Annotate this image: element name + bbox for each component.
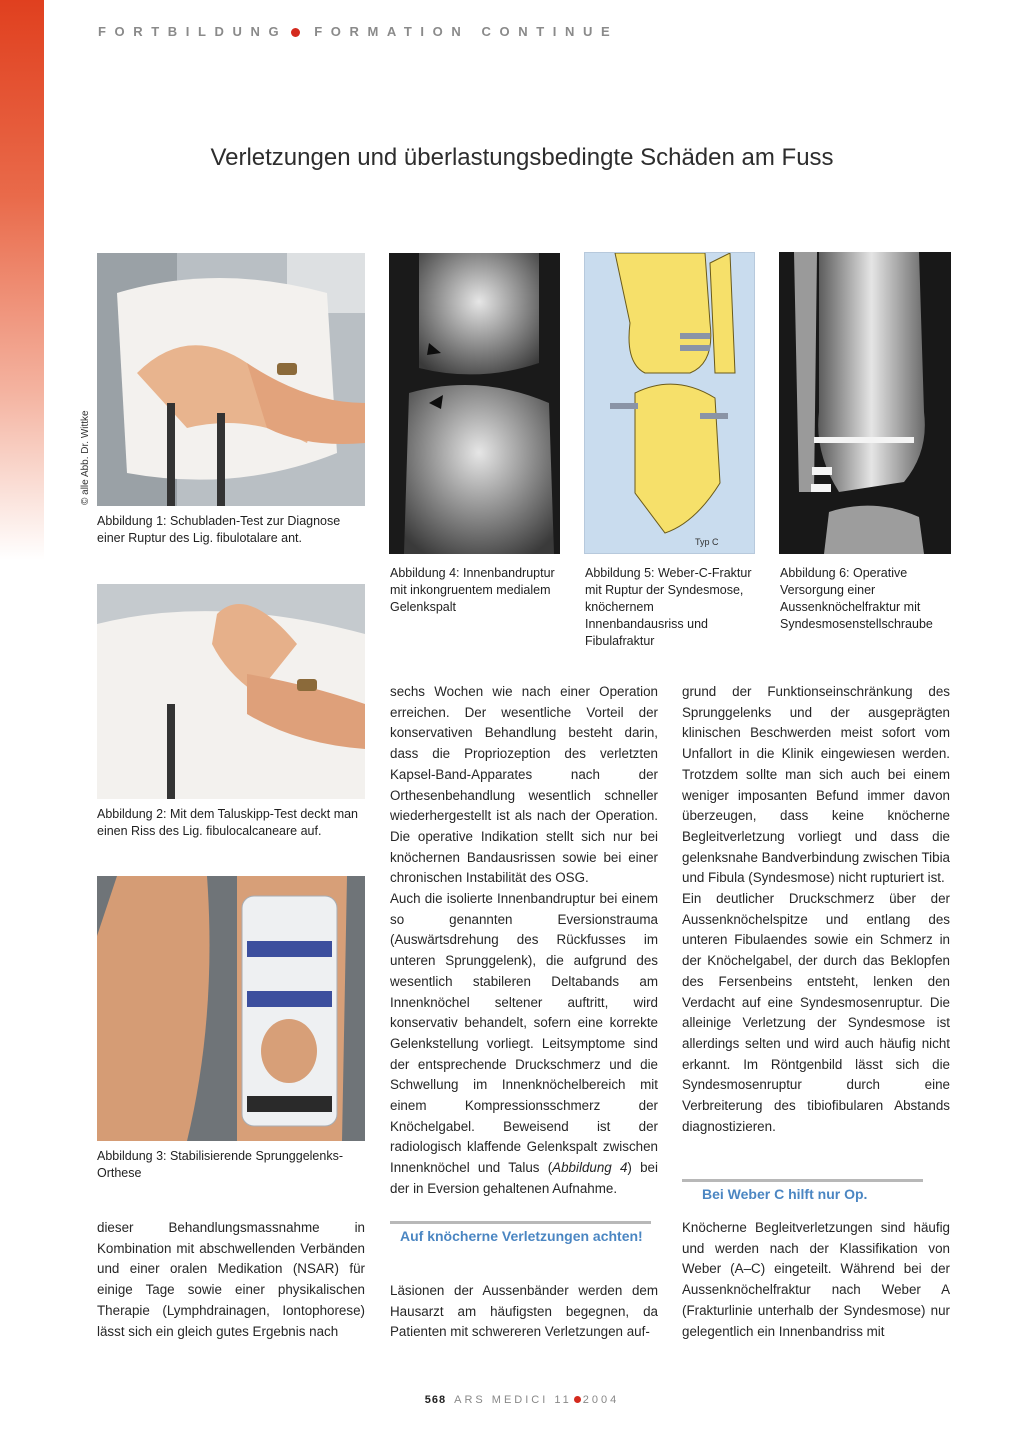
subhead-knocherne-verletzungen: Auf knöcherne Verletzungen achten! [390,1221,651,1244]
photo-credit: © alle Abb. Dr. Wittke [80,410,91,505]
figure-4-reference: Abbildung 4 [552,1160,628,1176]
figure-2-caption: Abbildung 2: Mit dem Taluskipp-Test deckt man einen Riss des Lig. fibulocalcaneare auf. [97,807,359,838]
figure-5-caption: Abbildung 5: Weber-C-Fraktur mit Ruptur der Syndesmose, knöchernem Innenbandausriss und Fibulafraktur [585,566,752,648]
figure-1-photo [97,253,365,506]
page-footer [0,1394,1024,1406]
column-3-para-2: Ein deutlicher Druckschmerz über der Aussenknöchelspitze und entlang des unteren Fibulaendes sowie ein Schmerz in der Knöchelgabel, der durch das Beklopfen des Fersenbeins entsteht, lenken den Verdacht auf eine Syndesmosenruptur. Die alleinige Verletzung der Syndesmose ist allerdings selten und wird auch häufig nicht erkannt. Im Röntgenbild lässt sich die Syndesmosenruptur durch eine Verbreiterung des tibiofibularen Abstands diagnostizieren. [682,891,950,1134]
article-title: Verletzungen und überlastungsbedingte Schäden am Fuss [210,144,834,171]
edge-color-bar [0,0,44,560]
column-1-text: dieser Behandlungsmassnahme in Kombination mit abschwellenden Verbänden und einer oralen Medikation (NSAR) für einige Tage sowie einer physikalischen Therapie (Lymphdrainagen, Iontophorese) lässt sich ein gleich gutes Ergebnis nach [97,1220,365,1339]
section-header [98,24,618,39]
figure-1-illustration [97,253,365,506]
column-3-para-3: Knöcherne Begleitverletzungen sind häufig und werden nach der Klassifikation von Weber (A–C) eingeteilt. Während bei der Aussenknöchelfraktur nach Weber A (Frakturlinie unterhalb der Syndesmose) nur gelegentlich ein Innenbandriss mit [682,1220,950,1339]
figure-3-caption: Abbildung 3: Stabilisierende Sprunggelenks-Orthese [97,1149,343,1180]
column-2-para-2-end: ) bei der in Eversion gehaltenen Aufnahme. [390,1160,658,1196]
column-2-para-2 [390,889,658,1200]
figure-6-illustration [779,252,951,554]
figure-6-caption: Abbildung 6: Operative Versorgung einer Aussenknöchelfraktur mit Syndesmosenstellschraube [780,566,933,631]
column-2-para-2-start: Auch die isolierte Innenbandruptur bei einem so genannten Eversionstrauma (Auswärtsdrehung des Rückfusses im unteren Sprunggelenk), die aufgrund des wesentlich stabileren Deltabands am Innenknöchel seltener auftritt, wird konservativ behandelt, sofern eine korrekte Gelenkstellung vorliegt. Leitsymptome sind der entsprechende Druckschmerz und die Schwellung im Innenknöchelbereich mit einem Kompressionsschmerz der Knöchelgabel. Beweisend ist der radiologisch klaffende Gelenkspalt zwischen Innenknöchel und Talus ( [390,891,658,1176]
column-3-para-1: grund der Funktionseinschränkung des Sprunggelenks und der ausgeprägten klinischen Beschwerden meist sofort vom Unfallort in die Klinik eingewiesen werden. Trotzdem sollte man sich auch bei einem weniger imposanten Befund immer davon überzeugen, dass keine knöcherne Begleitverletzung vorliegt und dass die gelenksnahe Bandverbindung zwischen Tibia und Fibula (Syndesmose) nicht rupturiert ist. [682,684,950,886]
figure-3-illustration [97,876,365,1141]
figure-2-photo [97,584,365,799]
figure-1-caption: Abbildung 1: Schubladen-Test zur Diagnose einer Ruptur des Lig. fibulotalare ant. [97,514,341,545]
figure-3-photo [97,876,365,1141]
figure-5-type-label: Typ C [695,537,719,547]
header-fr: FORMATION CONTINUE [314,24,619,39]
column-2-para-3: Läsionen der Aussenbänder werden dem Hausarzt am häufigsten begegnen, da Patienten mit schwereren Verletzungen auf- [390,1283,658,1340]
column-2-para-1: sechs Wochen wie nach einer Operation erreichen. Der wesentliche Vorteil der konservativen Behandlung besteht darin, dass die Propriozeption des verletzten Kapsel-Band-Apparates nach der Orthesenbehandlung wesentlich schneller wiederhergestellt ist als nach der Operation. Die operative Indikation stellt sich nur bei knöchernen Bandausrissen sowie bei einer chronischen Instabilität des OSG. [390,684,658,886]
column-3 [682,682,950,1137]
journal-name: ARS MEDICI 11 [454,1394,572,1406]
figure-6-xray [779,252,951,554]
header-de: FORTBILDUNG [98,24,288,39]
header-dot [291,28,300,37]
journal-year: 2004 [582,1394,620,1406]
figure-4-illustration [389,253,560,554]
figure-5-diagram [584,252,755,554]
figure-5-illustration [585,253,755,554]
figure-2-illustration [97,584,365,799]
figure-4-caption: Abbildung 4: Innenbandruptur mit inkongruentem medialem Gelenkspalt [390,566,555,614]
page-number: 568 [424,1394,447,1406]
subhead-weber-c: Bei Weber C hilft nur Op. [682,1179,923,1202]
column-2 [390,682,658,1200]
footer-dot [574,1396,581,1403]
figure-4-xray [389,253,560,554]
